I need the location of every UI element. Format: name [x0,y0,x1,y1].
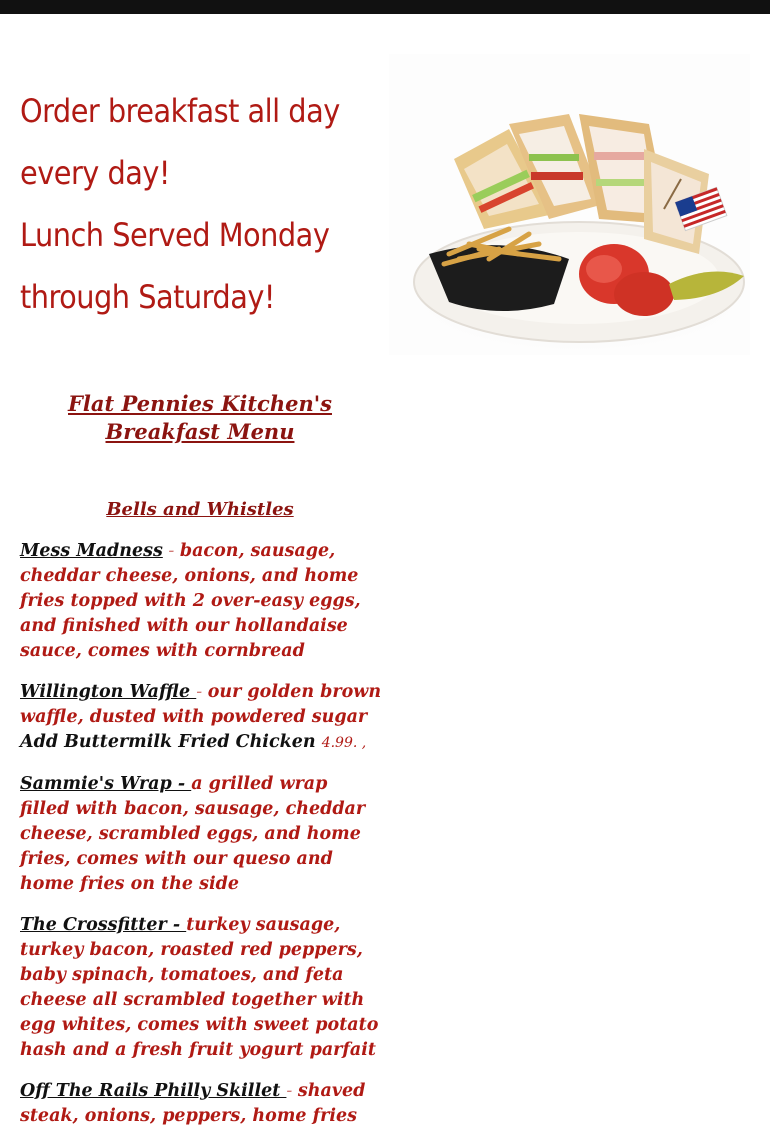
menu-item [20,1079,382,1129]
menu-item-name: Sammie's Wrap - [20,774,192,794]
menu-item [20,913,382,1063]
top-bar [0,0,770,14]
menu-item-separator: - [286,1081,298,1101]
addon-price: 4.99. , [321,735,367,751]
menu-item-description: shaved steak, onions, peppers, home fries [20,1081,366,1126]
menu-item [20,772,382,897]
menu-item-separator: - [162,541,180,561]
headline-lunch: Lunch Served Monday through Saturday! [20,216,330,316]
menu-item [20,539,382,664]
hero-image [389,54,750,355]
menu-item-name: Mess Madness [20,541,163,561]
menu-item [20,680,382,756]
headline-breakfast: Order breakfast all day every day! [20,92,340,192]
menu-item-separator: - [196,682,208,702]
addon-label: Add Buttermilk Fried Chicken [20,732,322,752]
menu-title: Flat Pennies Kitchen's Breakfast Menu [68,391,332,444]
menu-item-description: a grilled wrap filled with bacon, sausage, cheddar cheese, scrambled eggs, and home fries, comes with our queso and home fries on the side [20,774,366,894]
menu-items [20,539,382,1145]
menu-item-name: Off The Rails Philly Skillet [20,1081,287,1101]
menu-item-name: The Crossfitter - [20,915,187,935]
menu-item-addon [20,730,382,756]
club-sandwich-plate-photo [389,54,750,355]
menu-item-description: turkey sausage, turkey bacon, roasted red peppers, baby spinach, tomatoes, and feta cheese all scrambled together with egg whites, comes with sweet potato hash and a fresh fruit yogurt parfait [20,915,379,1060]
menu-item-name: Willington Waffle [20,682,197,702]
menu-item-description: our golden brown waffle, dusted with powdered sugar [20,682,382,727]
menu-item-description: bacon, sausage, cheddar cheese, onions, and home fries topped with 2 over-easy eggs, and finished with our hollandaise sauce, comes with cornbread [20,541,361,661]
section-title: Bells and Whistles [106,499,294,520]
headline-block [20,80,382,328]
